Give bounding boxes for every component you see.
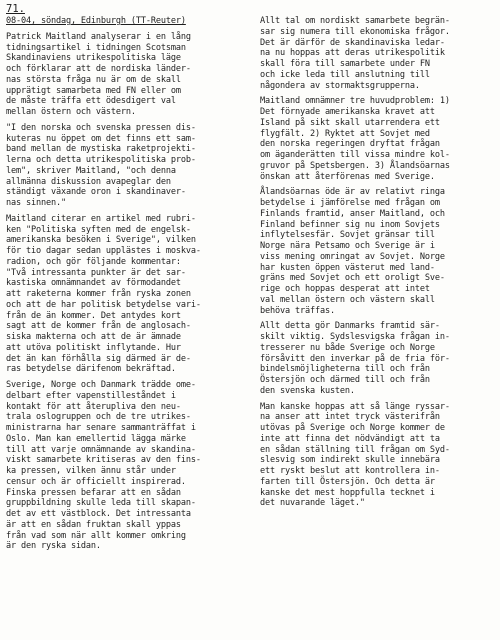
text-line: gruppbildning skulle leda till skapan-: [6, 498, 196, 509]
text-line: ett ryskt beslut att kontrollera in-: [260, 466, 440, 476]
text-line: Allt tal om nordiskt samarbete begrän-: [260, 16, 450, 26]
text-line: Ålandsöarnas öde är av relativt ringa: [260, 187, 445, 198]
text-line: siska makterna och att de är ämnade: [6, 332, 181, 342]
text-line: är att en sådan fruktan skall yppas: [6, 519, 181, 530]
text-line: det av ett västblock. Det intressanta: [6, 509, 191, 519]
text-line: ras betydelse därifenom bekräftad.: [6, 364, 176, 375]
text-line: Det är därför de skandinaviska ledar-: [260, 37, 445, 48]
paragraph: [260, 402, 496, 510]
text-line: ständigt växande oron i skandinaver-: [6, 187, 186, 198]
text-line: från vad som när allt kommer omkring: [6, 530, 186, 541]
text-line: Island på sikt skall utarrendera ett: [260, 117, 440, 128]
text-line: ministrarna har senare sammanträffat i: [6, 423, 196, 433]
text-line: lerna och detta utrikespolitiska prob-: [6, 155, 196, 165]
text-line: tresserer nu både Sverige och Norge: [260, 342, 435, 353]
text-line: någondera av stormaktsgrupperna.: [260, 80, 420, 91]
text-line: tidningsartikel i tidningen Scotsman: [6, 42, 186, 53]
text-line: inte att finna det nödvändigt att ta: [260, 433, 440, 444]
text-line: Östersjön och därmed till och från: [260, 375, 430, 385]
text-line: önskan att återförenas med Sverige.: [260, 171, 435, 182]
paragraph: [260, 96, 496, 182]
text-line: ken "Politiska syften med de engelsk-: [6, 224, 191, 235]
left-column: [6, 16, 241, 557]
text-line: Finska pressen befarar att en sådan: [6, 487, 181, 498]
text-line: val mellan östern och västern skall: [260, 294, 435, 305]
text-line: na anser att intet tryck västerifrån: [260, 412, 440, 423]
text-line: mellan östern och västern.: [6, 107, 136, 117]
text-line: "Två intressanta punkter är det sar-: [6, 267, 186, 278]
text-line: skall föra till samarbete under FN: [260, 59, 430, 69]
text-line: utövas på Sverige och Norge kommer de: [260, 423, 445, 433]
text-line: den norska regeringen dryftat frågan: [260, 139, 440, 150]
text-line: för tio dagar sedan upplästes i moskva-: [6, 246, 201, 256]
text-line: lem", skriver Maitland, "och denna: [6, 165, 176, 176]
text-line: allmänna diskussion avapeglar den: [6, 176, 171, 187]
text-line: Skandinaviens utrikespolitiska läge: [6, 53, 181, 64]
text-line: skilt viktig. Sydslesvigska frågan in-: [260, 332, 450, 342]
text-line: att raketerna kommer från ryska zonen: [6, 289, 191, 299]
text-line: nas sinnen.": [6, 198, 66, 208]
text-line: sagt att de kommer från de anglosach-: [6, 321, 191, 332]
text-line: slesvig som indirekt skulle innebära: [260, 455, 440, 466]
text-line: Det förnyade amerikanska kravet att: [260, 107, 435, 117]
paragraph: [260, 187, 496, 316]
paragraph: [6, 214, 241, 375]
text-line: behöva träffas.: [260, 305, 335, 316]
paragraph: [6, 32, 241, 118]
text-line: till att varje omnämnande av skandina-: [6, 444, 196, 455]
text-line: Allt detta gör Danmarks framtid sär-: [260, 321, 440, 332]
text-line: inflytelsesfär. Sovjet gränsar till: [260, 230, 435, 241]
text-line: och att de har politisk betydelse vari-: [6, 299, 201, 310]
text-line: den svenska kusten.: [260, 385, 355, 396]
text-line: det nuvarande läget.": [260, 498, 365, 509]
text-line: amerikanska besöken i Sverige", vilken: [6, 235, 196, 246]
text-line: radion, och gör följande kommentar:: [6, 256, 181, 267]
dateline: 08-04, söndag, Edinburgh (TT-Reuter): [6, 16, 186, 26]
text-line: kastiska omnämnandet av förmodandet: [6, 278, 181, 289]
text-line: delbart efter vapenstilleståndet i: [6, 390, 176, 401]
text-line: kontakt för att återupliva den neu-: [6, 401, 181, 412]
text-line: en sådan ställning till frågan om Syd-: [260, 444, 450, 455]
paragraph: [260, 16, 496, 91]
text-line: band mellan de mystiska raketprojekti-: [6, 144, 196, 155]
text-line: Norge nära Petsamo och Sverige är i: [260, 241, 435, 251]
text-line: är den ryska sidan.: [6, 541, 101, 552]
text-line: "I den norska och svenska pressen dis-: [6, 122, 196, 133]
text-line: om äganderätten till vissa mindre kol-: [260, 150, 450, 160]
right-column: [260, 16, 496, 514]
text-line: Maitland omnämner tre huvudproblem: 1): [260, 96, 450, 107]
text-line: Finland befinner sig nu inom Sovjets: [260, 219, 440, 230]
text-line: gruvor på Spetsbergen. 3) Ålandsöarnas: [260, 160, 450, 171]
text-line: na nu hoppas att deras utrikespolitik: [260, 48, 445, 59]
text-line: farten till Östersjön. Och detta är: [260, 476, 435, 487]
text-line: bindelsmöjligheterna till och från: [260, 364, 430, 375]
text-line: kuteras nu öppet om det finns ett sam-: [6, 133, 196, 144]
paragraph: [260, 321, 496, 396]
text-line: gräns med Sovjet och ett oroligt Sve-: [260, 273, 445, 284]
text-line: upprätigt samarbeta med FN eller om: [6, 85, 181, 96]
text-line: ka pressen, vilken ännu står under: [6, 466, 176, 476]
text-line: sar sig numera till ekonomiska frågor.: [260, 26, 450, 37]
text-line: nas största fråga nu är om de skall: [6, 74, 181, 85]
paragraph: [6, 380, 241, 552]
text-line: det än kan förhålla sig därmed är de-: [6, 353, 191, 364]
text-line: trala oslogruppen och de tre utrikes-: [6, 412, 191, 423]
text-line: flygfält. 2) Ryktet att Sovjet med: [260, 128, 430, 139]
text-line: Sverige, Norge och Danmark trädde ome-: [6, 380, 196, 390]
text-line: viss mening omringat av Sovjet. Norge: [260, 251, 445, 262]
text-line: försåvitt den inverkar på de fria för-: [260, 353, 450, 364]
right-column-body: [260, 16, 496, 509]
text-line: viskt samarbete kritiseras av den fins-: [6, 455, 201, 466]
text-line: Patrick Maitland analyserar i en lång: [6, 31, 191, 42]
text-line: censur och är officiellt inspirerad.: [6, 476, 186, 487]
text-line: och förklarar att de nordiska länder-: [6, 64, 191, 74]
dateline-paragraph: [6, 16, 241, 27]
text-line: från de än kommer. Det antydes kort: [6, 310, 181, 321]
paragraph: [6, 123, 241, 209]
left-column-body: [6, 32, 241, 552]
text-line: de måste träffa ett ödesdigert val: [6, 96, 176, 107]
text-line: och icke leda till anslutning till: [260, 69, 430, 80]
text-line: har kusten öppen västerut med land-: [260, 262, 435, 273]
text-line: Oslo. Man kan emellertid lägga märke: [6, 433, 186, 444]
text-line: Maitland citerar en artikel med rubri-: [6, 213, 196, 224]
text-line: Finlands framtid, anser Maitland, och: [260, 208, 445, 219]
text-line: Man kanske hoppas att så länge ryssar-: [260, 401, 450, 412]
text-line: rige och hoppas desperat att intet: [260, 284, 430, 294]
text-line: betydelse i jämförelse med frågan om: [260, 198, 440, 208]
text-line: kanske det mest hoppfulla tecknet i: [260, 487, 435, 498]
text-line: att utöva politiskt inflytande. Hur: [6, 342, 181, 353]
page-number: 71.: [6, 3, 25, 15]
